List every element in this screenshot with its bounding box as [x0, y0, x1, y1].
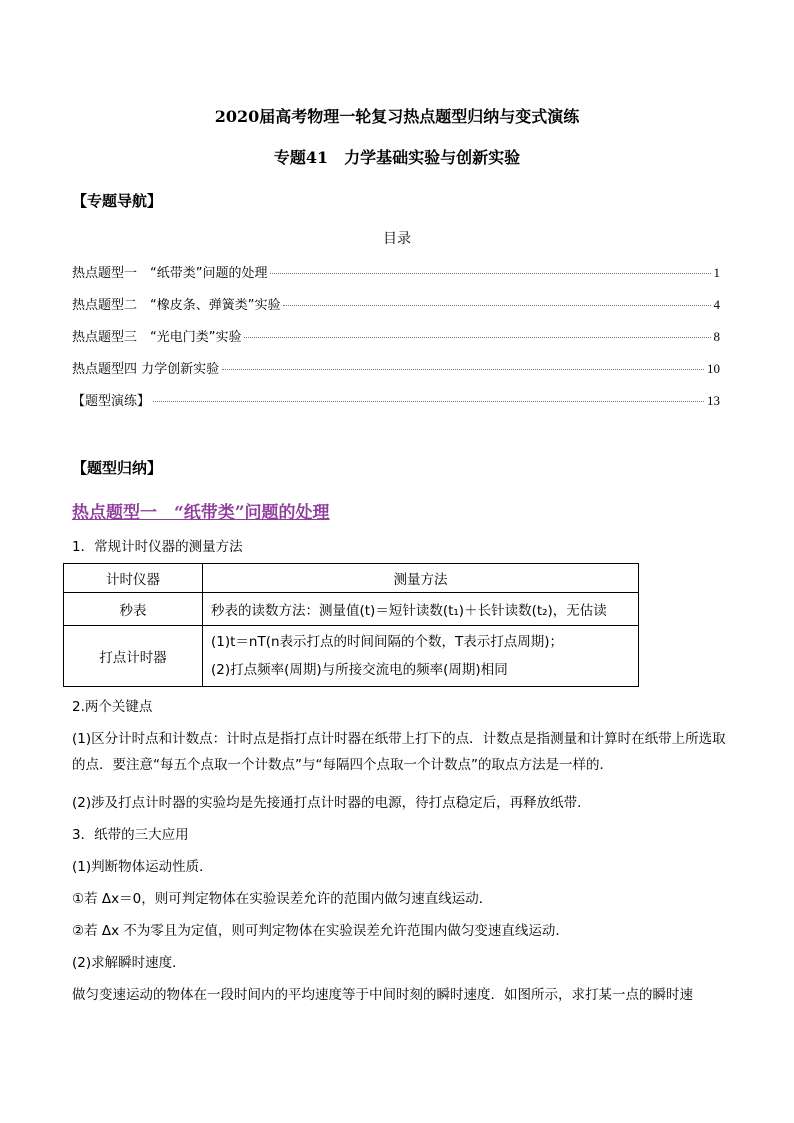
table-header-row [64, 564, 639, 593]
table-cell-method: 秒表的读数方法：测量值(t)＝短针读数(t₁)＋长针读数(t₂)，无估读 [203, 593, 639, 626]
subheading-2: 2.两个关键点 [72, 699, 153, 715]
toc-item-page: 8 [713, 329, 720, 344]
paragraph: ②若 Δx 不为零且为定值，则可判定物体在实验误差允许范围内做匀变速直线运动． [72, 923, 569, 939]
topic-heading: 热点题型一 “纸带类”问题的处理 [72, 503, 330, 523]
paragraph: 做匀变速运动的物体在一段时间内的平均速度等于中间时刻的瞬时速度．如图所示，求打某一点的瞬时速 [72, 987, 693, 1003]
table-header-cell: 计时仪器 [64, 564, 203, 593]
toc-leader [153, 401, 704, 402]
toc-item[interactable] [72, 294, 720, 314]
toc-leader [270, 273, 710, 274]
paragraph: ①若 Δx＝0，则可判定物体在实验误差允许的范围内做匀速直线运动． [72, 891, 493, 907]
toc-item-label: 热点题型一 “纸带类”问题的处理 [72, 266, 268, 281]
toc-item-page: 1 [713, 265, 720, 280]
subheading-3: 3．纸带的三大应用 [72, 827, 189, 843]
toc-item-label: 热点题型四 力学创新实验 [72, 362, 220, 377]
toc-item-label: 热点题型三 “光电门类”实验 [72, 330, 242, 345]
summary-heading: 【题型归纳】 [72, 459, 163, 477]
toc-item[interactable] [72, 326, 720, 346]
subheading-1: 1．常规计时仪器的测量方法 [72, 539, 243, 555]
method-line: (1)t＝nT(n表示打点的时间间隔的个数，T表示打点周期)； [211, 634, 564, 650]
toc-title: 目录 [383, 231, 411, 247]
table-cell-method [203, 626, 639, 687]
toc-item[interactable] [72, 358, 720, 378]
toc-leader [283, 305, 710, 306]
table-cell-instrument: 打点计时器 [64, 626, 203, 687]
toc-leader [244, 337, 710, 338]
toc-item[interactable] [72, 390, 720, 410]
table-row [64, 626, 639, 687]
guide-heading: 【专题导航】 [72, 192, 163, 210]
paragraph: (2)求解瞬时速度． [72, 955, 186, 971]
measurement-table [63, 563, 639, 687]
document-title: 2020届高考物理一轮复习热点题型归纳与变式演练 [214, 107, 580, 126]
method-line: (2)打点频率(周期)与所接交流电的频率(周期)相同 [211, 662, 508, 678]
toc-item-label: 【题型演练】 [72, 394, 151, 409]
table-cell-instrument: 秒表 [64, 593, 203, 626]
toc-item-page: 4 [713, 297, 720, 312]
toc-item-label: 热点题型二 “橡皮条、弹簧类”实验 [72, 298, 281, 313]
paragraph: (2)涉及打点计时器的实验均是先接通打点计时器的电源，待打点稳定后，再释放纸带． [72, 795, 591, 811]
toc-item-page: 13 [707, 393, 720, 408]
table-header-cell: 测量方法 [203, 564, 639, 593]
toc-leader [222, 369, 704, 370]
toc-item-page: 10 [707, 361, 720, 376]
table-row [64, 593, 639, 626]
toc-item[interactable] [72, 262, 720, 282]
document-subtitle: 专题41 力学基础实验与创新实验 [273, 148, 521, 167]
paragraph: (1)判断物体运动性质． [72, 859, 213, 875]
paragraph: (1)区分计时点和计数点：计时点是指打点计时器在纸带上打下的点．计数点是指测量和计算时在纸带上所选取的点．要注意“每五个点取一个计数点”与“每隔四个点取一个计数点”的取点方法是一样的． [72, 731, 726, 773]
